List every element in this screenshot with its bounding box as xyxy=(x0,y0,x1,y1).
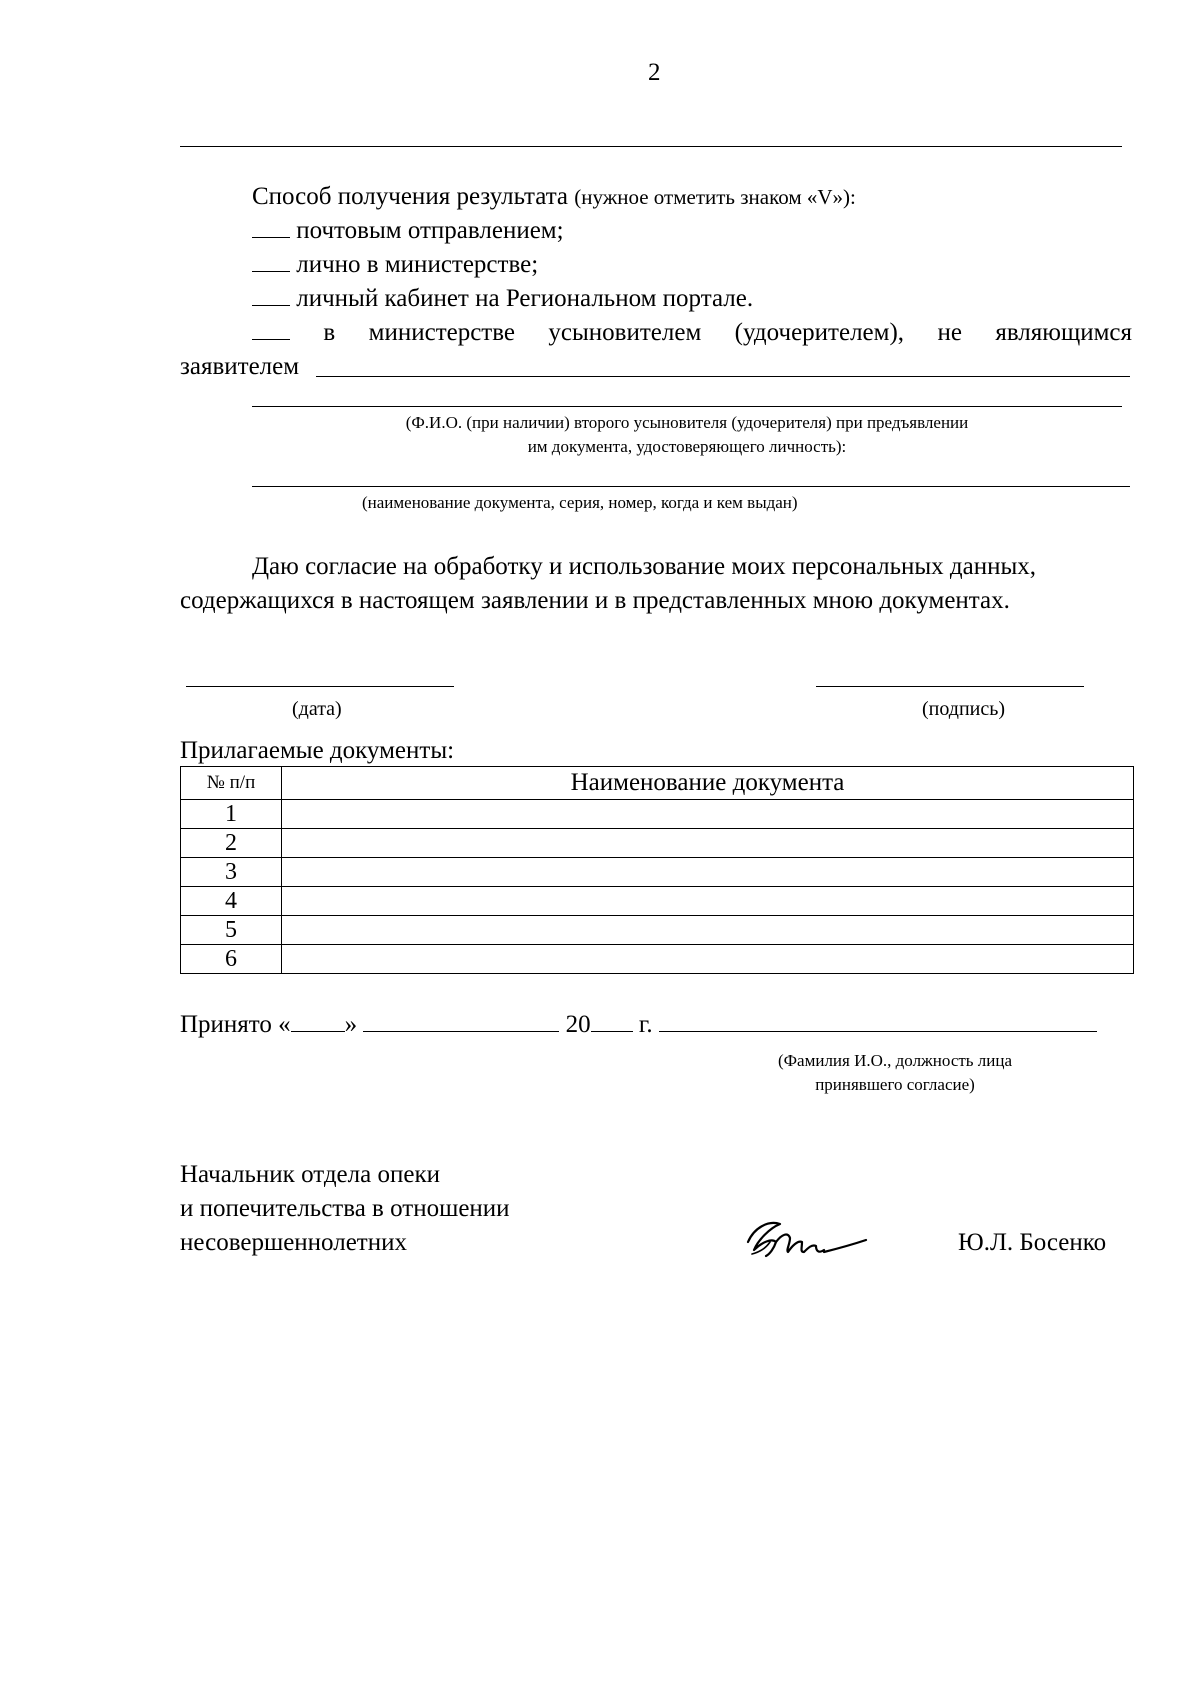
row-number: 3 xyxy=(181,858,282,887)
document-name-cell[interactable] xyxy=(282,829,1134,858)
position-line-3: несовершеннолетних xyxy=(180,1229,407,1256)
table-row xyxy=(181,887,1134,916)
year-suffix: г. xyxy=(638,1011,653,1038)
document-name-cell[interactable] xyxy=(282,858,1134,887)
method-title xyxy=(252,182,856,212)
option-check-blank[interactable] xyxy=(252,285,290,306)
accepted-label: Принято xyxy=(180,1011,272,1038)
accepted-day-field[interactable] xyxy=(291,1011,345,1032)
table-row xyxy=(181,829,1134,858)
signature-field[interactable] xyxy=(816,686,1084,687)
second-adopter-name-field[interactable] xyxy=(252,406,1122,407)
method-option-portal[interactable] xyxy=(252,284,753,314)
table-row xyxy=(181,858,1134,887)
document-name-cell[interactable] xyxy=(282,916,1134,945)
date-caption: (дата) xyxy=(292,698,342,720)
position-line-2: и попечительства в отношении xyxy=(180,1195,510,1222)
row-number: 6 xyxy=(181,945,282,974)
table-header-row xyxy=(181,767,1134,800)
open-quote: « xyxy=(278,1011,291,1038)
date-field[interactable] xyxy=(186,686,454,687)
attached-documents-table xyxy=(180,766,1134,974)
header-rule xyxy=(180,146,1122,147)
year-prefix: 20 xyxy=(565,1011,591,1038)
signature-caption: (подпись) xyxy=(922,698,1006,720)
method-option-second-adopter[interactable] xyxy=(252,318,1132,348)
method-option-post[interactable] xyxy=(252,216,564,246)
applicant-name-field[interactable] xyxy=(316,376,1130,377)
row-number: 4 xyxy=(181,887,282,916)
document-name-cell[interactable] xyxy=(282,800,1134,829)
row-number: 2 xyxy=(181,829,282,858)
document-name-cell[interactable] xyxy=(282,887,1134,916)
accepted-caption-1: (Фамилия И.О., должность лица xyxy=(777,1051,1013,1070)
accepted-caption-2: принявшего согласие) xyxy=(815,1075,975,1094)
second-adopter-caption-2: им документа, удостоверяющего личность): xyxy=(527,437,847,456)
document-name-cell[interactable] xyxy=(282,945,1134,974)
accepted-year-field[interactable] xyxy=(591,1011,633,1032)
close-quote: » xyxy=(344,1011,358,1038)
option-check-blank[interactable] xyxy=(252,251,290,272)
id-document-caption: (наименование документа, серия, номер, когда и кем выдан) xyxy=(362,493,798,512)
accepted-line xyxy=(180,1010,1097,1040)
method-option-ministry[interactable] xyxy=(252,250,538,280)
method-title-note: (нужное отметить знаком «V»): xyxy=(574,185,856,209)
method-title-main: Способ получения результата xyxy=(252,183,569,210)
attached-title: Прилагаемые документы: xyxy=(180,737,455,764)
second-adopter-caption-1: (Ф.И.О. (при наличии) второго усыновителя (удочерителя) при предъявлении xyxy=(405,413,969,432)
consent-line-2: содержащихся в настоящем заявлении и в представленных мною документах. xyxy=(180,587,1010,614)
applicant-word: заявителем xyxy=(180,353,300,380)
option-label: лично в министерстве; xyxy=(296,251,539,278)
row-number: 5 xyxy=(181,916,282,945)
accepted-month-field[interactable] xyxy=(363,1011,559,1032)
col-number-header: № п/п xyxy=(181,767,282,800)
accepted-by-field[interactable] xyxy=(659,1011,1097,1032)
page-number: 2 xyxy=(648,59,661,86)
id-document-field[interactable] xyxy=(252,486,1130,487)
table-row xyxy=(181,945,1134,974)
consent-line-1: Даю согласие на обработку и использование моих персональных данных, xyxy=(252,553,1037,580)
option-label: почтовым отправлением; xyxy=(296,217,564,244)
row-number: 1 xyxy=(181,800,282,829)
col-name-header: Наименование документа xyxy=(282,767,1134,800)
handwritten-signature xyxy=(740,1212,870,1268)
option-check-blank[interactable] xyxy=(252,217,290,238)
option-check-blank[interactable] xyxy=(252,319,290,340)
option-label: личный кабинет на Региональном портале. xyxy=(296,285,754,312)
position-line-1: Начальник отдела опеки xyxy=(180,1161,440,1188)
signer-name: Ю.Л. Босенко xyxy=(958,1229,1107,1256)
table-row xyxy=(181,916,1134,945)
option-label: в министерстве усыновителем (удочерителем), не являющимся xyxy=(323,319,1133,346)
table-row xyxy=(181,800,1134,829)
